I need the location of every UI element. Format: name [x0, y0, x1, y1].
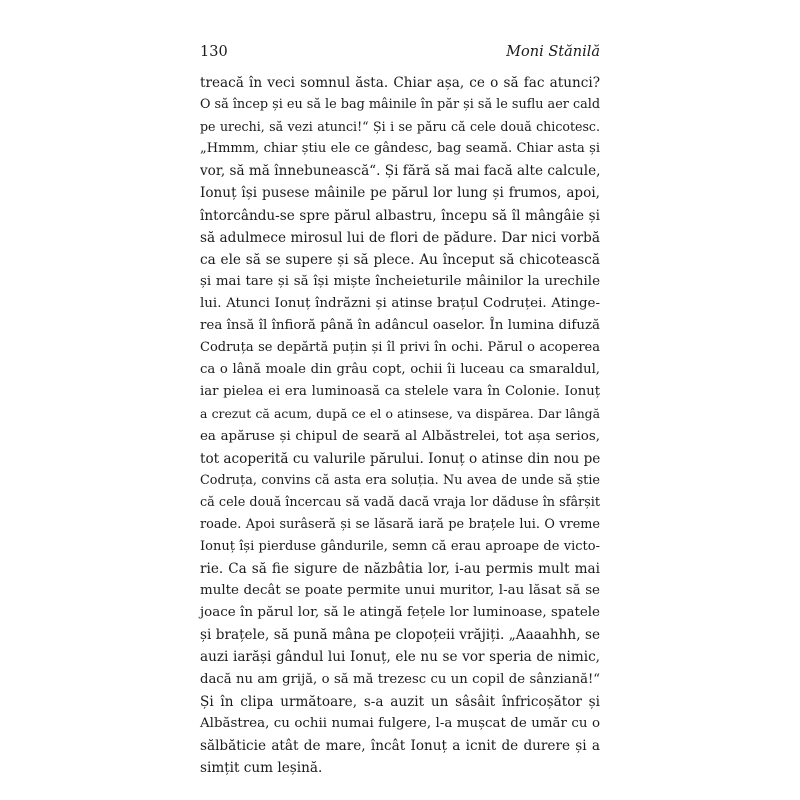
- text-line: Codruța, convins că asta era soluția. Nu avea de unde să știe: [200, 472, 600, 488]
- page-number: 130: [200, 44, 228, 60]
- text-line: a crezut că acum, după ce el o atinsese, va dispărea. Dar lângă: [200, 406, 600, 422]
- text-line: roade. Apoi surâseră și se lăsară iară pe brațele lui. O vreme: [200, 516, 600, 532]
- text-line: O să încep și eu să le bag mâinile în păr și să le suflu aer cald: [200, 97, 601, 113]
- text-line: ca ele să se supere și să plece. Au început să chicotească: [200, 251, 600, 268]
- text-line: ca o lână moale din grâu copt, ochii îi luceau ca smaraldul,: [200, 362, 600, 378]
- text-line: Codruța se depărtă puțin și îl privi în ochi. Părul o acoperea: [200, 340, 600, 356]
- text-line: „Hmmm, chiar știu ele ce gândesc, bag seamă. Chiar asta și: [200, 141, 600, 157]
- text-line: lui. Atunci Ionuț îndrăzni și atinse brațul Codruței. Atinge-: [200, 295, 600, 311]
- text-line: să adulmece mirosul lui de flori de pădure. Dar nici vorbă: [200, 229, 600, 246]
- text-line: tot acoperită cu valurile părului. Ionuț o atinse din nou pe: [200, 450, 601, 467]
- text-line: rie. Ca să fie sigure de năzbâtia lor, i-au permis mult mai: [200, 561, 600, 578]
- text-line: întorcându-se spre părul albastru, începu să îl mângâie și: [200, 207, 600, 224]
- text-line: sălbăticie atât de mare, încât Ionuț a icnit de durere și a: [200, 737, 600, 754]
- running-head-author: Moni Stănilă: [506, 44, 600, 60]
- text-line: Ionuț își pusese mâinile pe părul lor lung și frumos, apoi,: [200, 185, 600, 202]
- text-line: simțit cum leșină.: [200, 759, 323, 776]
- text-line: Ionuț își pierduse gândurile, semn că erau aproape de victo-: [200, 538, 600, 554]
- text-line: Albăstrea, cu ochii numai fulgere, l-a mușcat de umăr cu o: [200, 715, 600, 731]
- text-line: auzi iarăși gândul lui Ionuț, ele nu se vor speria de nimic,: [200, 649, 600, 666]
- text-line: Și în clipa următoare, s-a auzit un sâsâit înfricoșător și: [200, 693, 600, 710]
- text-line: pe urechi, să vezi atunci!“ Și i se păru că cele două chicotesc.: [200, 119, 600, 135]
- text-line: iar pielea ei era luminoasă ca stelele vara în Colonie. Ionuț: [200, 384, 600, 400]
- text-line: și mai tare și să își miște încheieturile mâinilor la urechile: [200, 273, 600, 289]
- text-line: și brațele, să pună mâna pe clopoțeii vrăjiți. „Aaaahhh, se: [200, 627, 600, 644]
- text-line: vor, să mă înnebunească“. Și fără să mai facă alte calcule,: [200, 163, 601, 180]
- text-line: treacă în veci somnul ăsta. Chiar așa, ce o să fac atunci?: [200, 75, 600, 91]
- text-line: multe decât se poate permite unui muritor, l-au lăsat să se: [200, 583, 600, 599]
- text-line: ea apăruse și chipul de seară al Albăstrelei, tot așa serios,: [200, 428, 600, 444]
- text-line: dacă nu am grijă, o să mă trezesc cu un copil de sânziană!“: [200, 671, 600, 687]
- text-line: că cele două încercau să vadă dacă vraja lor dăduse în sfârșit: [200, 494, 600, 510]
- page-header: [200, 44, 600, 66]
- body-text: [200, 72, 600, 779]
- text-line: joace în părul lor, să le atingă fețele lor luminoase, spatele: [200, 605, 600, 621]
- text-line: rea însă îl înfioră până în adâncul oaselor. În lumina difuză: [200, 318, 600, 334]
